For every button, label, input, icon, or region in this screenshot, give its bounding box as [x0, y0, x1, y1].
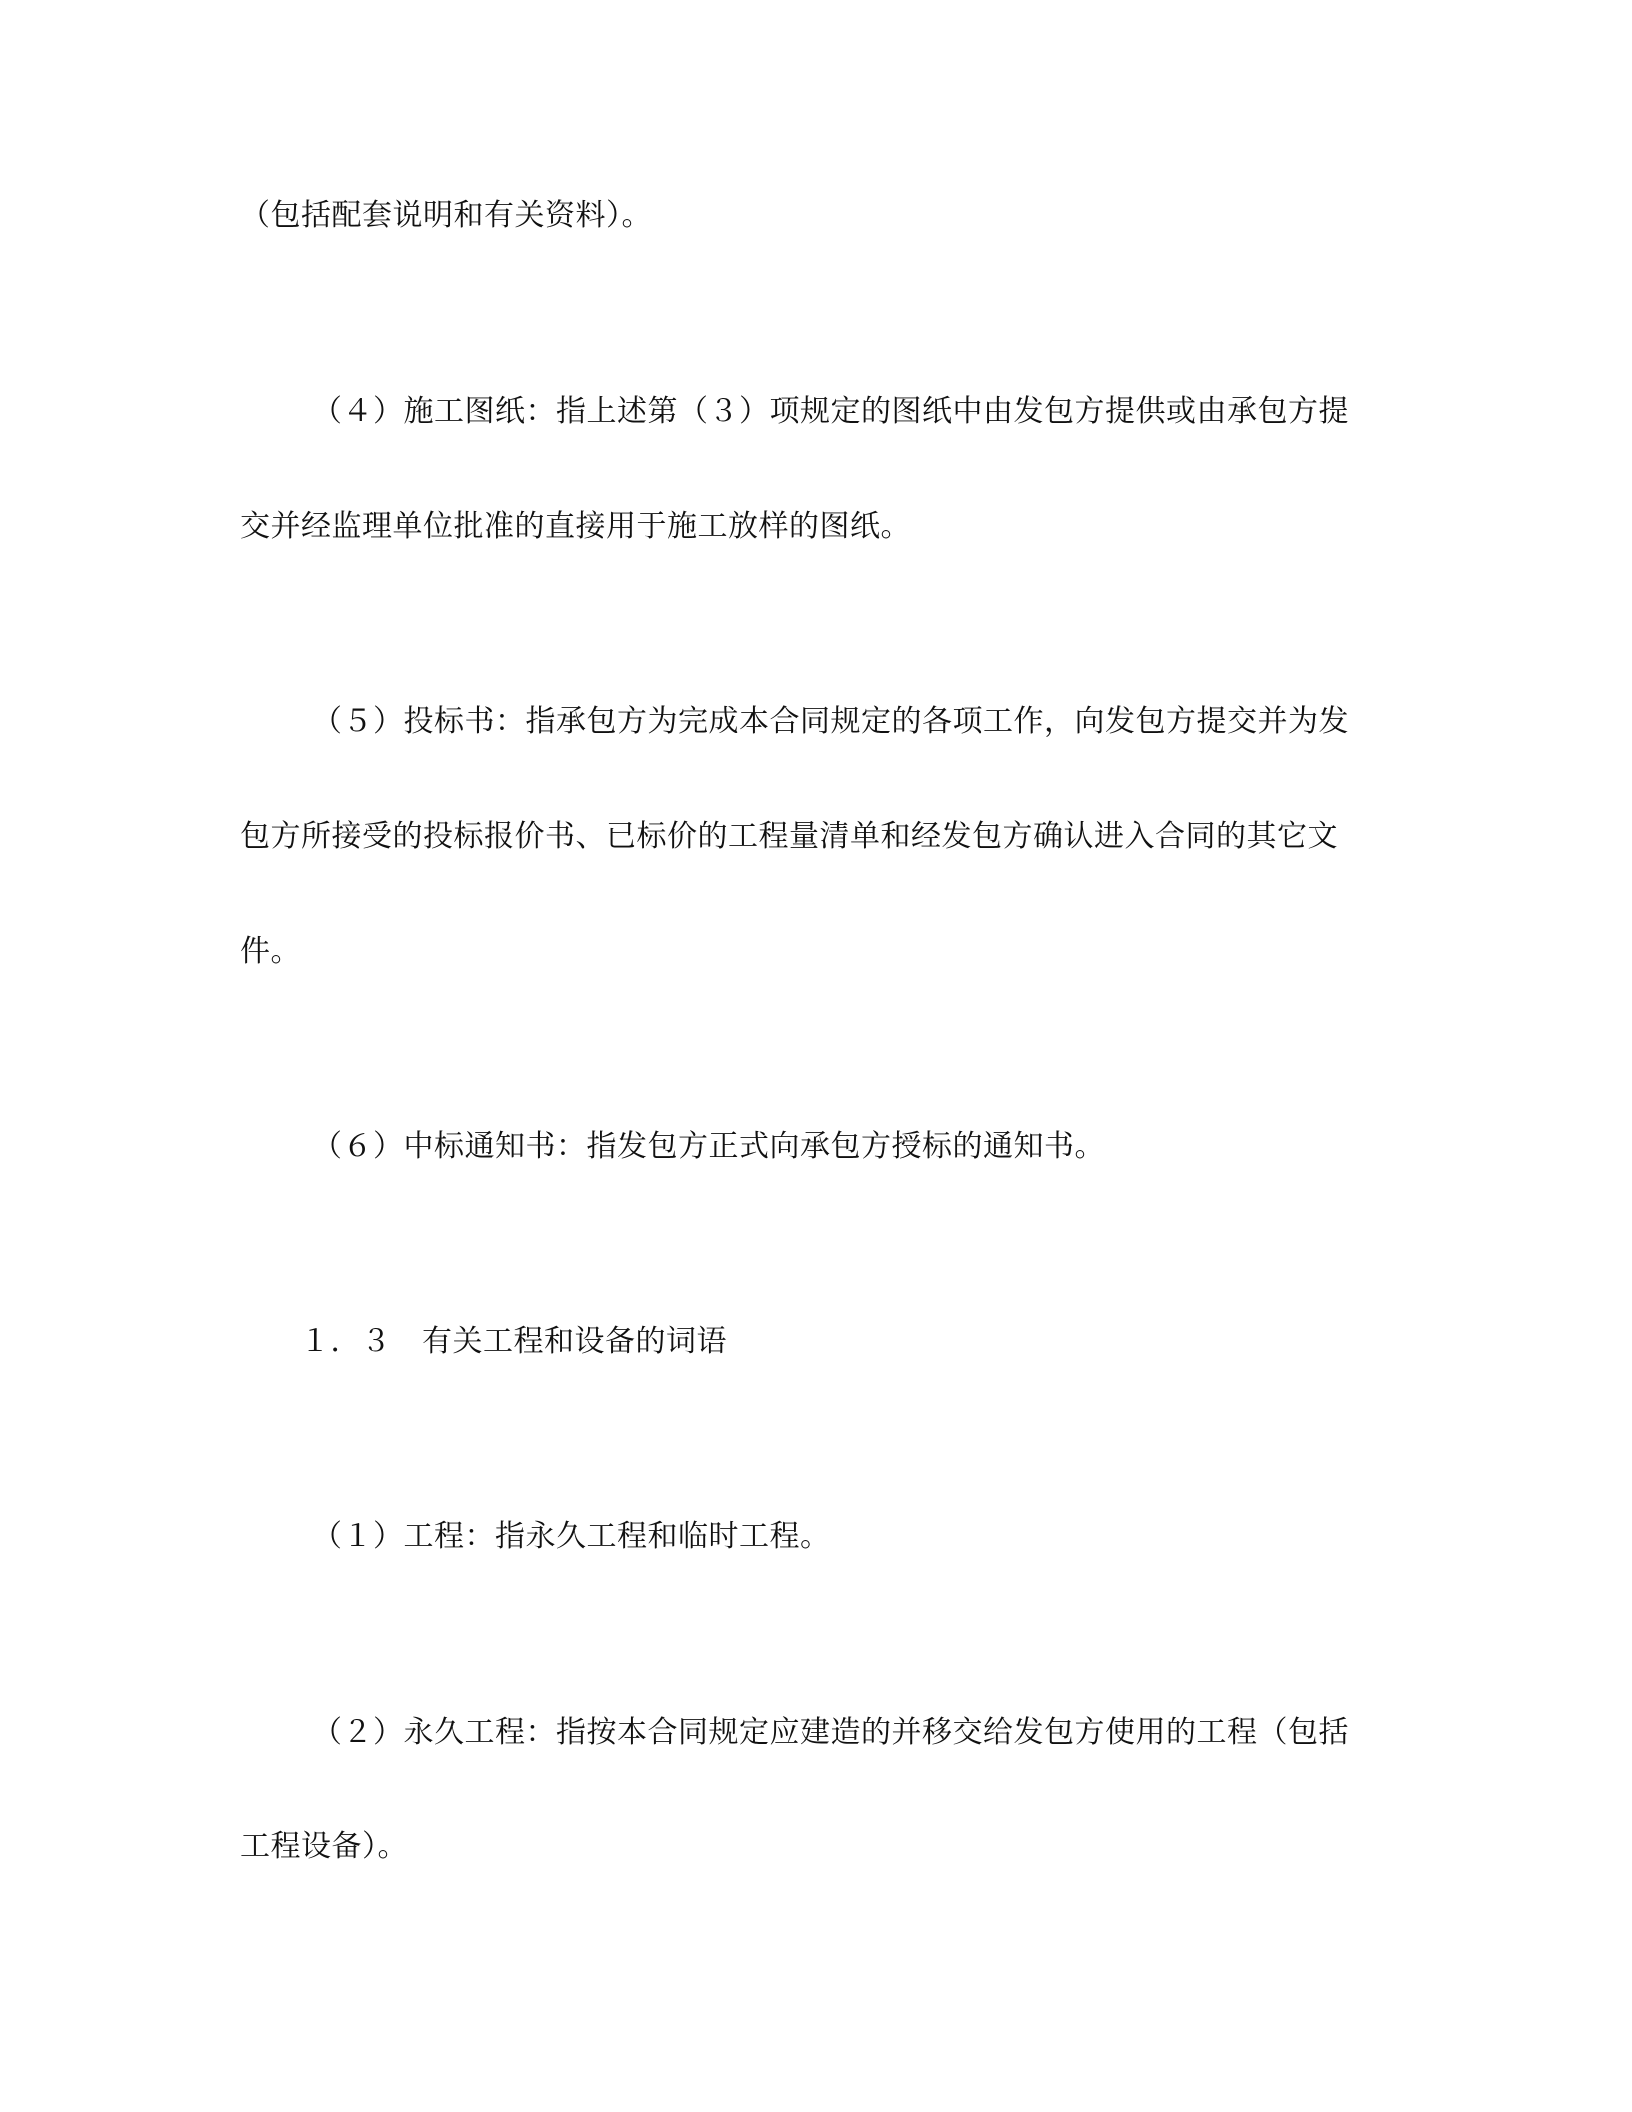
- paragraph-line: （２）永久工程：指按本合同规定应建造的并移交给发包方使用的工程（包括: [312, 1715, 1349, 1750]
- paragraph-line: 包方所接受的投标报价书、已标价的工程量清单和经发包方确认进入合同的其它文: [240, 819, 1338, 854]
- paragraph-line: 工程设备）。: [240, 1829, 408, 1864]
- paragraph-line: （６）中标通知书：指发包方正式向承包方授标的通知书。: [312, 1129, 1105, 1164]
- paragraph-line: 件。: [240, 934, 301, 969]
- section-heading: １．３ 有关工程和设备的词语: [300, 1324, 727, 1359]
- paragraph-line: （４）施工图纸：指上述第（３）项规定的图纸中由发包方提供或由承包方提: [312, 394, 1349, 429]
- paragraph-line: （包括配套说明和有关资料）。: [240, 198, 652, 233]
- paragraph-line: 交并经监理单位批准的直接用于施工放样的图纸。: [240, 509, 911, 544]
- paragraph-line: （１）工程：指永久工程和临时工程。: [312, 1519, 831, 1554]
- paragraph-line: （５）投标书：指承包方为完成本合同规定的各项工作，向发包方提交并为发: [312, 704, 1349, 739]
